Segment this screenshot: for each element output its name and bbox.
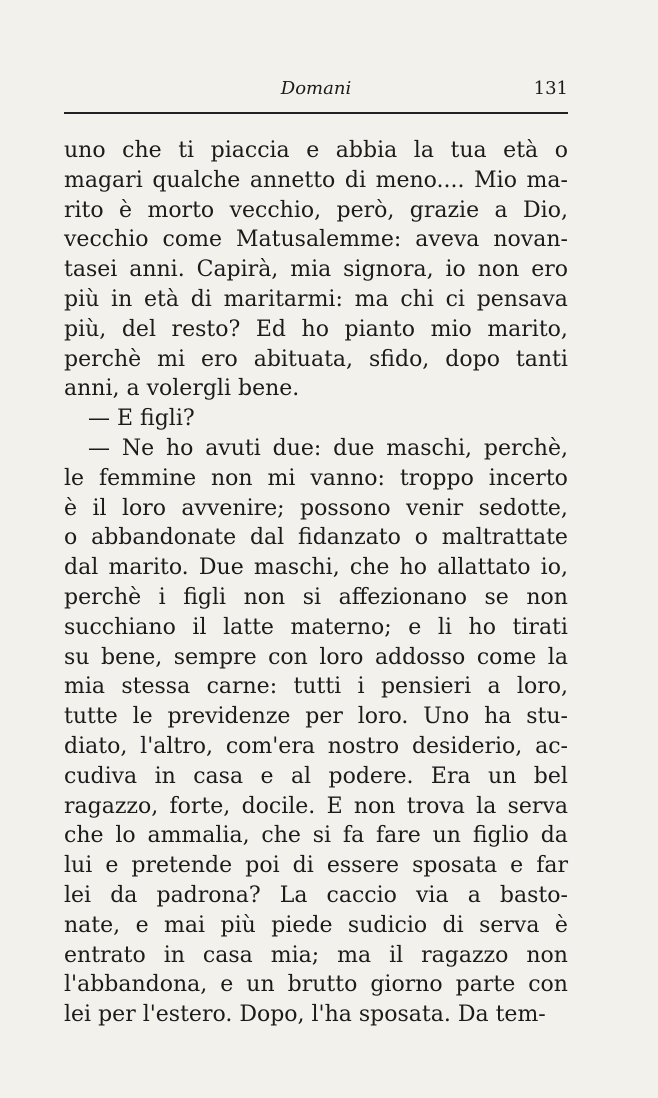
text-line: anni, a volergli bene. [64,376,300,402]
text-line: lei per l'estero. Dopo, l'ha sposata. Da tem- [64,1002,546,1028]
body-text [64,136,568,1030]
page-number: 131 [533,78,568,99]
text-line: le femmine non mi vanno: troppo incerto [64,465,568,491]
text-line: tasei anni. Capirà, mia signora, io non ero [64,257,568,283]
text-line: rito è morto vecchio, però, grazie a Dio, [64,197,568,223]
text-line: o abbandonate dal fidanzato o maltrattate [64,525,568,551]
text-line: nate, e mai più piede sudicio di serva è [64,912,568,938]
text-line: ragazzo, forte, docile. E non trova la serva [64,793,568,819]
text-line: perchè mi ero abituata, sfido, dopo tanti [64,346,568,372]
page-header [64,76,568,106]
text-line: — Ne ho avuti due: due maschi, perchè, [88,435,568,461]
text-line: uno che ti piaccia e abbia la tua età o [64,138,568,163]
text-line: entrato in casa mia; ma il ragazzo non [64,942,568,968]
text-line: è il loro avvenire; possono venir sedotte, [64,495,568,521]
text-line: su bene, sempre con loro addosso come la [64,644,568,670]
text-line: dal marito. Due maschi, che ho allattato io, [64,555,568,581]
text-line: tutte le previdenze per loro. Uno ha stu- [64,704,568,730]
text-line: perchè i figli non si affezionano se non [64,584,568,610]
text-line: più, del resto? Ed ho pianto mio marito, [64,316,568,342]
text-line: vecchio come Matusalemme: aveva novan- [64,227,568,253]
text-line: succhiano il latte materno; e li ho tirati [64,614,568,640]
text-line: che lo ammalia, che si fa fare un figlio da [64,823,568,849]
text-line: — E figli? [88,406,195,432]
header-rule [64,112,568,114]
text-line: lui e pretende poi di essere sposata e far [64,853,568,879]
text-line: mia stessa carne: tutti i pensieri a loro, [64,674,568,700]
text-line: diato, l'altro, com'era nostro desiderio, ac- [64,733,568,759]
running-title: Domani [280,78,352,99]
text-line: magari qualche annetto di meno.... Mio ma- [64,167,568,193]
text-line: cudiva in casa e al podere. Era un bel [64,763,568,789]
text-line: l'abbandona, e un brutto giorno parte con [64,972,568,998]
text-line: lei da padrona? La caccio via a basto- [64,882,568,908]
text-line: più in età di maritarmi: ma chi ci pensava [64,286,568,312]
